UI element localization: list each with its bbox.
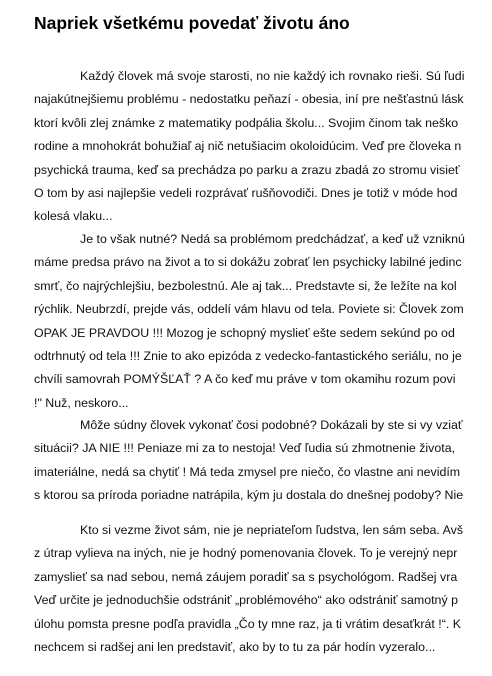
paragraph-line: smrť, čo najrýchlejšiu, bezbolestnú. Ale aj tak... Predstavte si, že ležíte na kol: [34, 278, 457, 293]
paragraph-line: nechcem si radšej ani len predstaviť, ako by to tu za pár hodín vyzeralo...: [34, 639, 436, 654]
paragraph-line: ktorí kvôli zlej známke z matematiky podpália školu... Svojim činom tak neško: [34, 115, 459, 130]
paragraph-line: odtrhnutý od tela !!! Znie to ako epizóda z vedecko-fantastického seriálu, no je: [34, 348, 462, 363]
paragraph-line: !" Nuž, neskoro...: [34, 395, 129, 410]
paragraph-line: najakútnejšiemu problému - nedostatku peňazí - obesia, iní pre nešťastnú lásk: [34, 92, 464, 107]
paragraph-line: Môže súdny človek vykonať čosi podobné? Dokázali by ste si vy vziať: [80, 418, 463, 432]
paragraph-line: OPAK JE PRAVDOU !!! Mozog je schopný myslieť ešte sedem sekúnd po od: [34, 325, 455, 340]
paragraph-line: psychická trauma, keď sa prechádza po parku a zrazu zbadá zo stromu visieť: [34, 162, 460, 177]
paragraph-line: úlohu pomsta presne podľa pravidla „Čo ty mne raz, ja ti vrátim desaťkrát !“. K: [34, 616, 461, 631]
paragraph-line: situácii? JA NIE !!! Peniaze mi za to nestoja! Veď ľudia sú zhmotnenie života,: [34, 441, 456, 456]
paragraph-line: O tom by asi najlepšie vedeli rozprávať rušňovodiči. Dnes je totiž v móde hod: [34, 185, 458, 200]
paragraph-line: máme predsa právo na život a to si dokážu zobrať len psychicky labilné jedinc: [34, 255, 462, 270]
paragraph-2: [34, 228, 492, 415]
paragraph-line: chvíli samovrah POMÝŠĽAŤ ? A čo keď mu práve v tom okamihu rozum povi: [34, 372, 456, 387]
paragraph-line: rodine a mnohokrát bohužiaľ aj nič netušiacim okoloidúcim. Veď pre človeka n: [34, 139, 462, 154]
paragraph-1: [34, 65, 492, 229]
paragraph-line: kolesá vlaku...: [34, 209, 113, 224]
paragraph-line: Je to však nutné? Nedá sa problémom predchádzať, a keď už vzniknú: [80, 232, 465, 246]
paragraph-line: imateriálne, nedá sa chytiť ! Má teda zmysel pre niečo, čo vlastne ani nevidím: [34, 464, 461, 479]
paragraph-line: Veď určite je jednoduchšie odstrániť „problémového“ ako odstrániť samotný p: [34, 593, 458, 608]
article-title: Napriek všetkému povedať životu áno: [34, 13, 350, 33]
paragraph-line: z útrap vylieva na iných, nie je hodný pomenovania človek. To je verejný nepr: [34, 546, 458, 561]
paragraph-line: Každý človek má svoje starosti, no nie každý ich rovnako rieši. Sú ľudi: [80, 69, 465, 83]
paragraph-line: Kto si vezme život sám, nie je nepriateľom ľudstva, len sám seba. Avš: [80, 523, 464, 537]
paragraph-line: s ktorou sa príroda poriadne natrápila, kým ju dostala do dnešnej podoby? Nie: [34, 488, 464, 503]
paragraph-line: rýchlik. Neubrzdí, prejde vás, oddelí vám hlavu od tela. Poviete si: Človek zom: [34, 302, 464, 317]
paragraph-line: zamyslieť sa nad sebou, nemá záujem poradiť sa s psychológom. Radšej vra: [34, 569, 458, 584]
paragraph-3: [34, 414, 492, 508]
paragraph-4: [34, 519, 492, 659]
